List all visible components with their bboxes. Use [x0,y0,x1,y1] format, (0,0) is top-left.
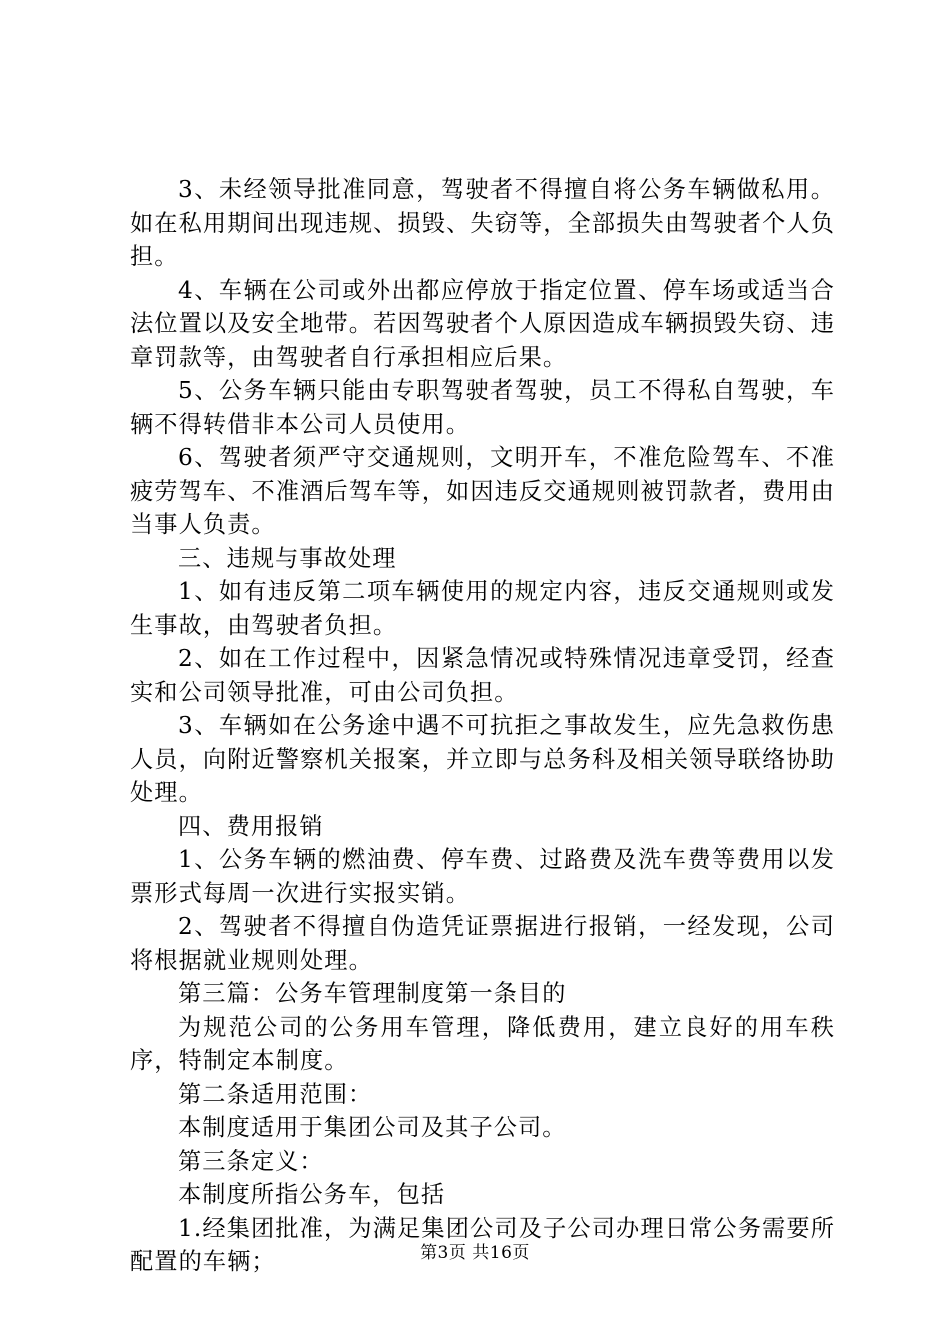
paragraph: 6、驾驶者须严守交通规则，文明开车，不准危险驾车、不准疲劳驾车、不准酒后驾车等，如因违反交通规则被罚款者，费用由当事人负责。 [130,444,835,538]
paragraph: 5、公务车辆只能由专职驾驶者驾驶，员工不得私自驾驶，车辆不得转借非本公司人员使用。 [130,377,835,438]
paragraph: 3、车辆如在公务途中遇不可抗拒之事故发生，应先急救伤患人员，向附近警察机关报案，并立即与总务科及相关领导联络协助处理。 [130,712,835,806]
paragraph: 1、公务车辆的燃油费、停车费、过路费及洗车费等费用以发票形式每周一次进行实报实销。 [130,846,835,907]
article-heading: 第二条适用范围： [178,1080,373,1108]
document-body [130,173,835,1279]
paragraph: 为规范公司的公务用车管理，降低费用，建立良好的用车秩序，特制定本制度。 [130,1013,835,1074]
paragraph: 本制度适用于集团公司及其子公司。 [178,1114,567,1141]
paragraph: 2、如在工作过程中，因紧急情况或特殊情况违章受罚，经查实和公司领导批准，可由公司负担。 [130,645,835,706]
paragraph: 4、车辆在公司或外出都应停放于指定位置、停车场或适当合法位置以及安全地带。若因驾驶者个人原因造成车辆损毁失窃、违章罚款等，由驾驶者自行承担相应后果。 [130,276,835,371]
section-heading: 第三篇：公务车管理制度第一条目的 [178,980,567,1007]
paragraph: 1、如有违反第二项车辆使用的规定内容，违反交通规则或发生事故，由驾驶者负担。 [130,578,835,639]
paragraph: 1.经集团批准，为满足集团公司及子公司办理日常公务需要所配置的车辆； [130,1214,835,1275]
page-number-footer: 第3页 共16页 [420,1243,530,1263]
section-heading: 三、违规与事故处理 [178,544,397,572]
paragraph: 2、驾驶者不得擅自伪造凭证票据进行报销，一经发现，公司将根据就业规则处理。 [130,913,835,974]
paragraph: 本制度所指公务车，包括 [178,1181,446,1208]
article-heading: 第三条定义： [178,1147,324,1175]
section-heading: 四、费用报销 [178,812,324,840]
paragraph: 3、未经领导批准同意，驾驶者不得擅自将公务车辆做私用。如在私用期间出现违规、损毁、失窃等，全部损失由驾驶者个人负担。 [130,176,835,270]
